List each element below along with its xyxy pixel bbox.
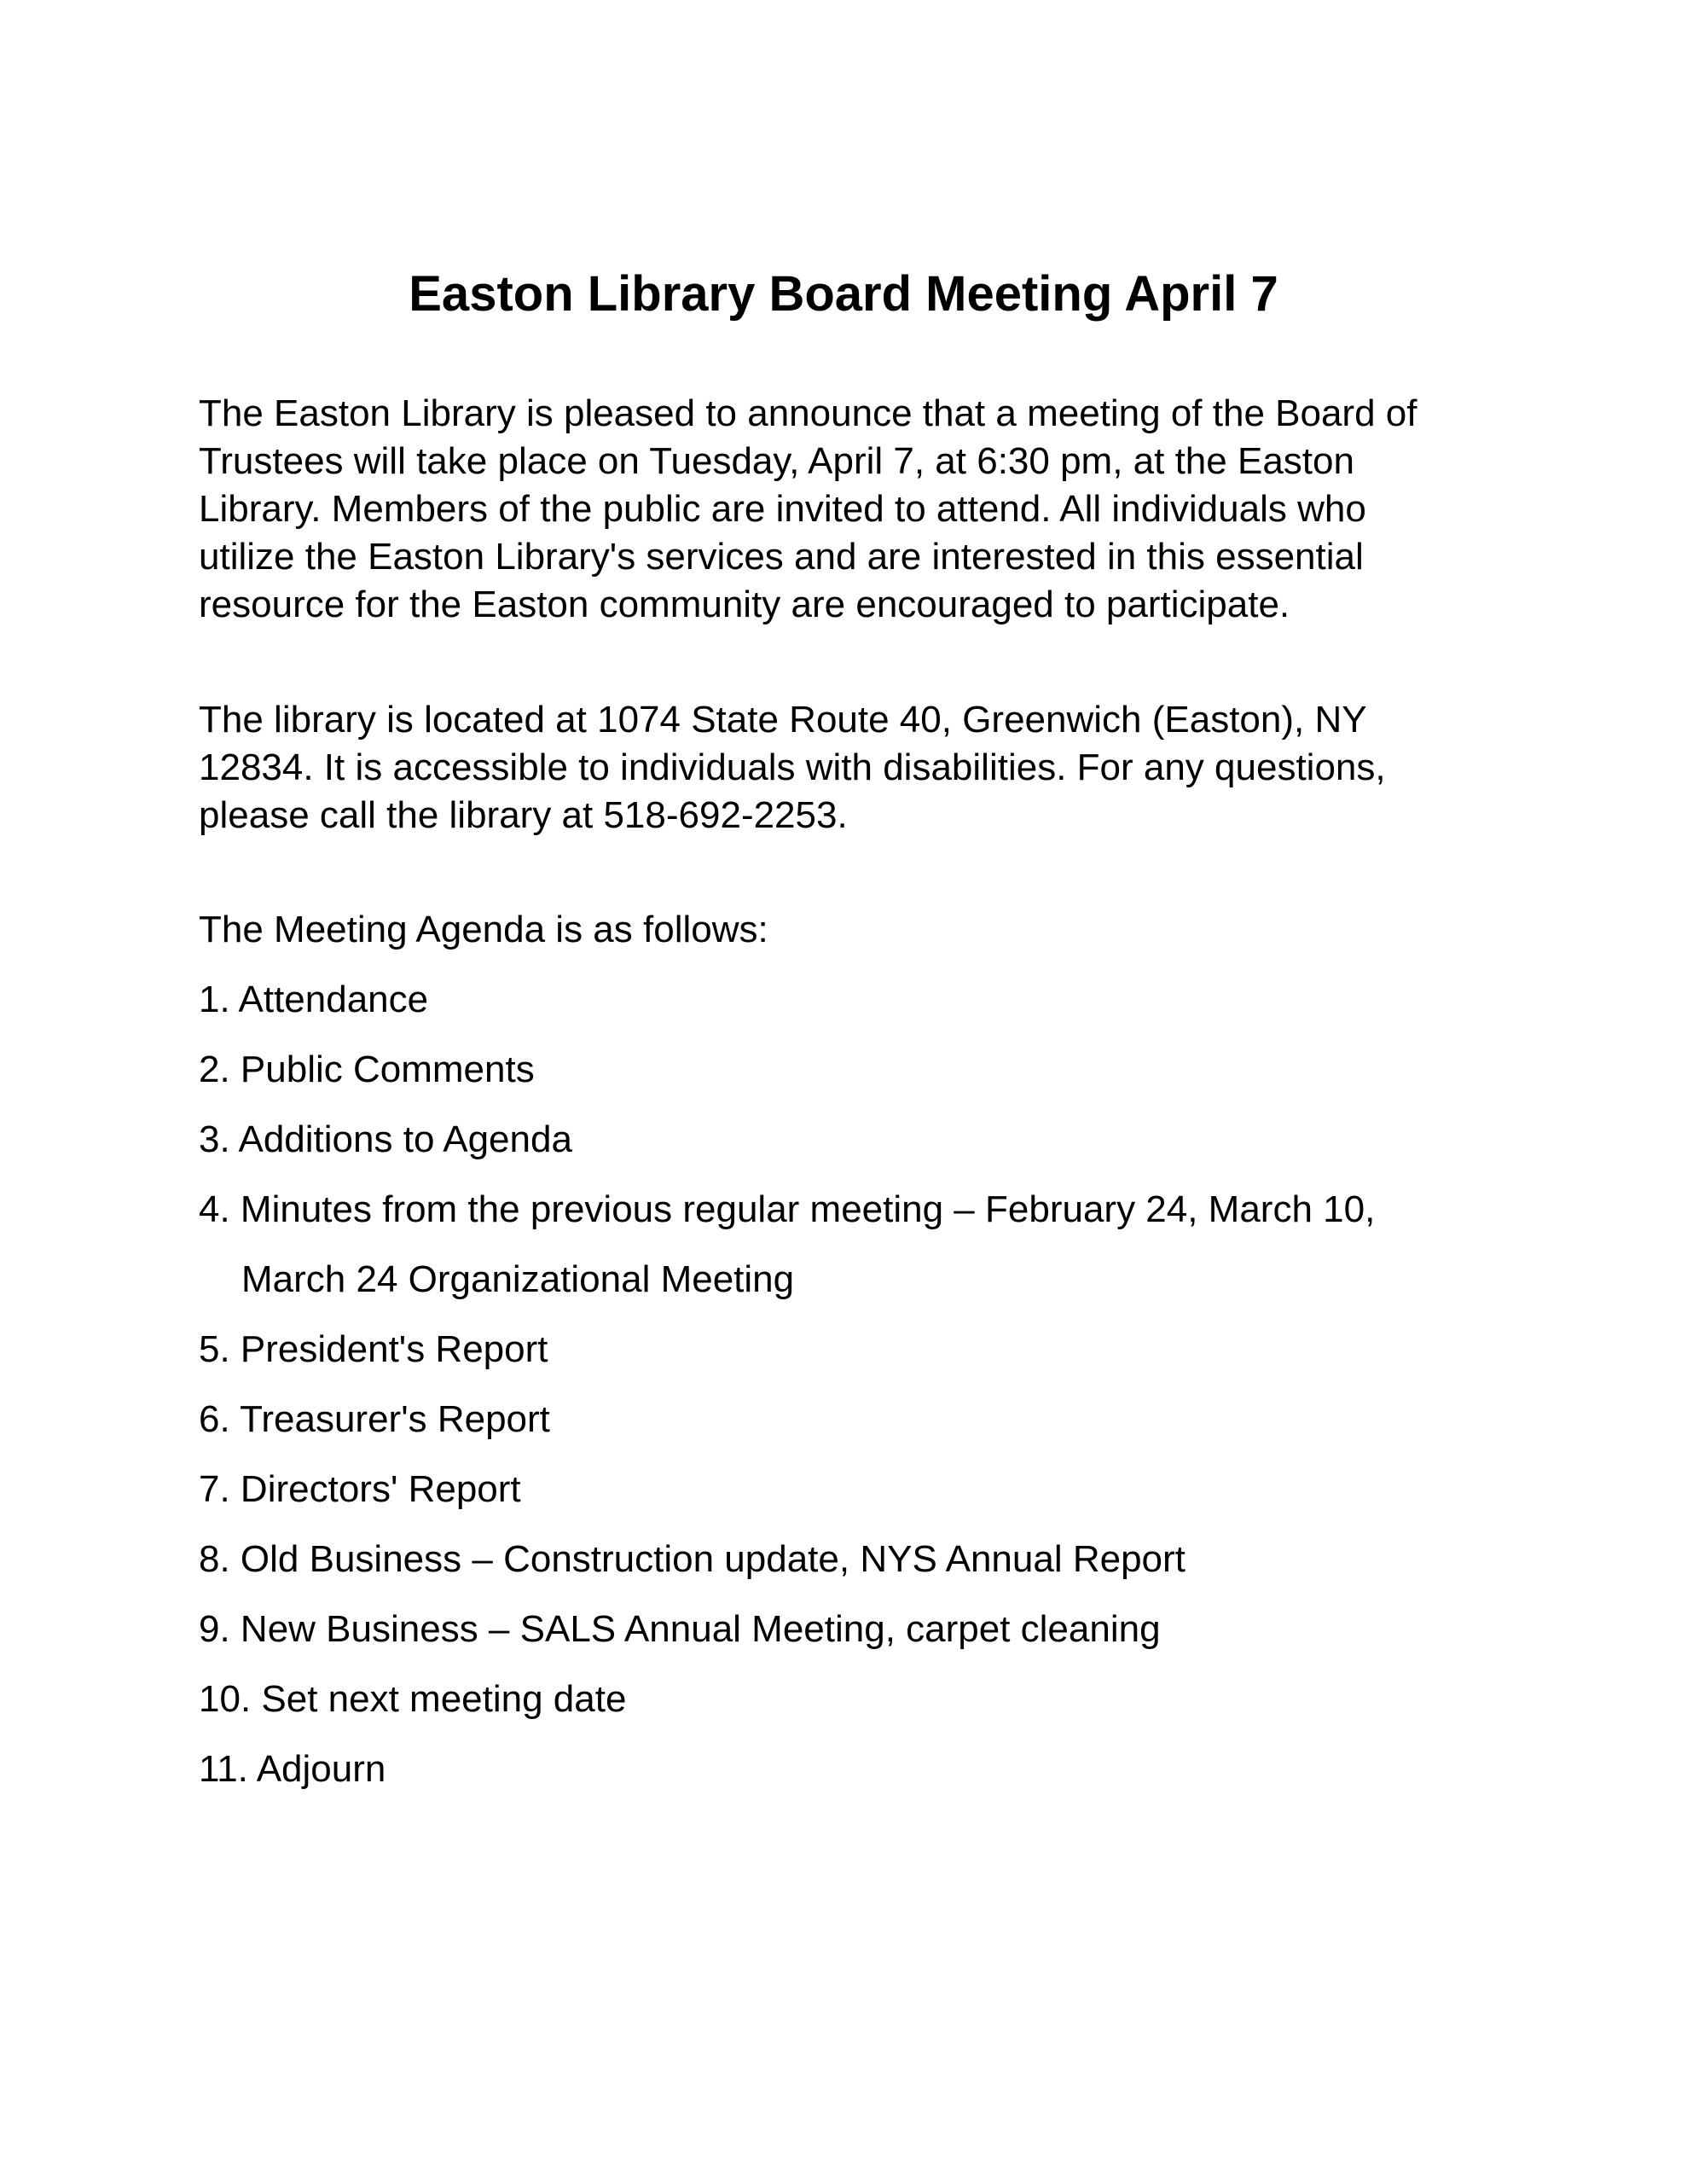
agenda-list: [199, 965, 1375, 1804]
location-paragraph: [199, 696, 1386, 839]
agenda-item: 6. Treasurer's Report: [199, 1398, 550, 1440]
paragraph-line: Library. Members of the public are invited to attend. All individuals who: [199, 488, 1366, 530]
agenda-item: 8. Old Business – Construction update, NYS Annual Report: [199, 1538, 1186, 1580]
agenda-item: 11. Adjourn: [199, 1748, 386, 1790]
agenda-item-continuation: March 24 Organizational Meeting: [241, 1258, 795, 1300]
agenda-item: 7. Directors' Report: [199, 1468, 521, 1510]
agenda-intro: [199, 906, 768, 954]
document-title: Easton Library Board Meeting April 7: [409, 266, 1278, 322]
paragraph-line: resource for the Easton community are encouraged to participate.: [199, 584, 1290, 625]
agenda-intro-text: The Meeting Agenda is as follows:: [199, 909, 768, 950]
paragraph-line: Trustees will take place on Tuesday, April 7, at 6:30 pm, at the Easton: [199, 440, 1354, 482]
agenda-item: 4. Minutes from the previous regular meeting – February 24, March 10,: [199, 1188, 1376, 1230]
paragraph-line: utilize the Easton Library's services and are interested in this essential: [199, 536, 1364, 578]
paragraph-line: The Easton Library is pleased to announce that a meeting of the Board of: [199, 392, 1417, 434]
paragraph-line: The library is located at 1074 State Route 40, Greenwich (Easton), NY: [199, 699, 1367, 741]
agenda-item: 9. New Business – SALS Annual Meeting, carpet cleaning: [199, 1608, 1161, 1650]
announcement-paragraph: [199, 390, 1417, 629]
agenda-item: 1. Attendance: [199, 979, 429, 1020]
agenda-item: 3. Additions to Agenda: [199, 1118, 572, 1160]
paragraph-line: 12834. It is accessible to individuals with disabilities. For any questions,: [199, 746, 1386, 788]
paragraph-line: please call the library at 518-692-2253.: [199, 794, 848, 836]
agenda-item: 10. Set next meeting date: [199, 1678, 627, 1720]
agenda-item: 2. Public Comments: [199, 1048, 535, 1090]
agenda-item: 5. President's Report: [199, 1328, 548, 1370]
